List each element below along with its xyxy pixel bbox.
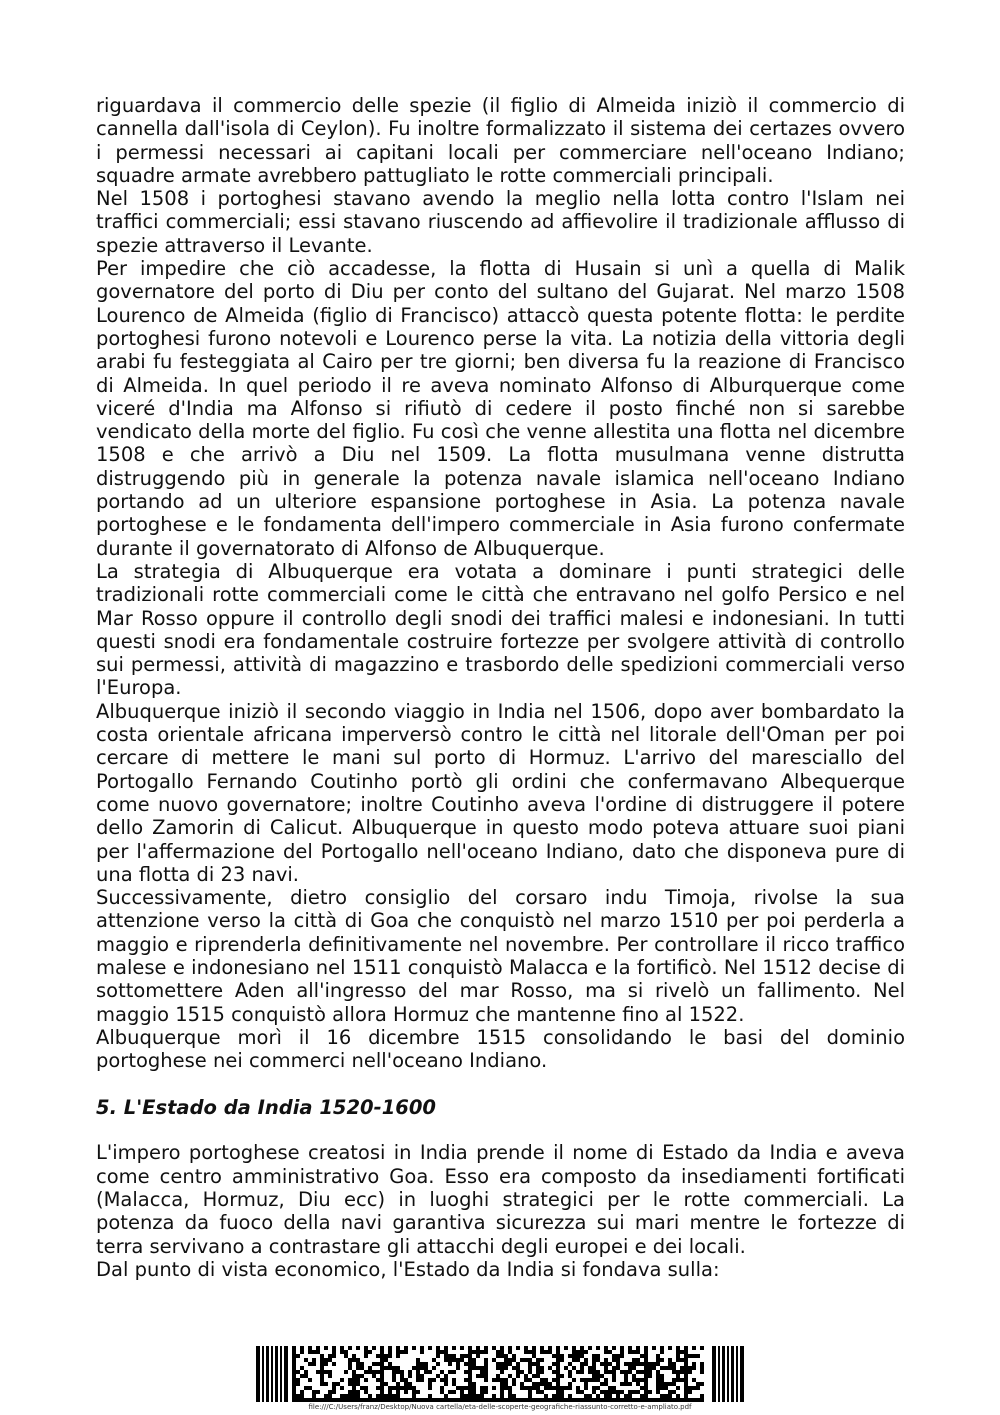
paragraph-second-voyage: Albuquerque iniziò il secondo viaggio in India nel 1506, dopo aver bombardato la costa orientale africana imperversò contro le città nel litorale dell'Oman per poi cercare di mettere le mani sul porto di Hormuz. L'arrivo del maresciallo del Portogallo Fernando Coutinho portò gli ordini che confermavano Albequerque come nuovo governatore; inoltre Coutinho aveva l'ordine di distruggere il potere dello Zamorin di Calicut. Albuquerque in questo modo poteva attuare suoi piani per l'affermazione del Portogallo nell'oceano Indiano, dato che disponeva pure di una flotta di 23 navi. (96, 699, 905, 886)
paragraph-estado-da-india: L'impero portoghese creatosi in India prende il nome di Estado da India e aveva come centro amministrativo Goa. Esso era composto da insediamenti fortificati (Malacca, Hormuz, Diu ecc) in luoghi strategici per le rotte commerciali. La potenza da fuoco della navi garantiva sicurezza sui mari mentre le fortezze di terra servivano a contrastare gli attacchi degli europei e dei locali. (96, 1141, 905, 1258)
paragraph-spice-trade: riguardava il commercio delle spezie (il figlio di Almeida iniziò il commercio di cannella dall'isola di Ceylon). Fu inoltre formalizzato il sistema dei certazes ovvero i permessi necessari ai capitani locali per commerciare nell'oceano Indiano; squadre armate avrebbero pattugliato le rotte commerciali principali. (96, 94, 905, 187)
paragraph-1508-portuguese: Nel 1508 i portoghesi stavano avendo la meglio nella lotta contro l'Islam nei traffici commerciali; essi stavano riuscendo ad affievolire il tradizionale afflusso di spezie attraverso il Levante. (96, 187, 905, 257)
paragraph-battle-of-diu: Per impedire che ciò accadesse, la flotta di Husain si unì a quella di Malik governatore del porto di Diu per conto del sultano del Gujarat. Nel marzo 1508 Lourenco de Almeida (figlio di Francisco) attaccò questa potente flotta: le perdite portoghesi furono notevoli e Lourenco perse la vita. La notizia della vittoria degli arabi fu festeggiata al Cairo per tre giorni; ben diversa fu la reazione di Francisco di Almeida. In quel periodo il re aveva nominato Alfonso di Alburquerque come viceré d'India ma Alfonso si rifiutò di cedere il posto finché non si sarebbe vendicato della morte del figlio. Fu così che venne allestita una flotta nel dicembre 1508 e che arrivò a Diu nel 1509. La flotta musulmana venne distrutta distruggendo più in generale la potenza navale islamica nell'oceano Indiano portando ad un ulteriore espansione portoghese in Asia. La potenza navale portoghese e le fondamenta dell'impero commerciale in Asia furono confermate durante il governatorato di Alfonso de Albuquerque. (96, 257, 905, 560)
document-page (96, 94, 905, 1281)
paragraph-economic-view: Dal punto di vista economico, l'Estado da India si fondava sulla: (96, 1257, 720, 1281)
page-footer (0, 1346, 1000, 1412)
section-heading: 5. L'Estado da India 1520-1600 (96, 1096, 436, 1120)
paragraph-albuquerque-strategy: La strategia di Albuquerque era votata a dominare i punti strategici delle tradizionali rotte commerciali come le città che entravano nel golfo Persico e nel Mar Rosso oppure il controllo degli snodi dei traffici malesi e indonesiani. In tutti questi snodi era fondamentale costruire fortezze per svolgere attività di controllo sui permessi, attività di magazzino e trasbordo delle spedizioni commerciali verso l'Europa. (96, 559, 905, 700)
paragraph-goa-conquest: Successivamente, dietro consiglio del corsaro indu Timoja, rivolse la sua attenzione verso la città di Goa che conquistò nel marzo 1510 per poi perderla a maggio e riprenderla definitivamente nel novembre. Per controllare il ricco traffico malese e indonesiano nel 1511 conquistò Malacca e la fortificò. Nel 1512 decise di sottomettere Aden all'ingresso del mar Rosso, ma si rivelò un fallimento. Nel maggio 1515 conquistò allora Hormuz che mantenne fino al 1522. (96, 886, 905, 1026)
datamatrix-barcode-icon (256, 1346, 744, 1402)
paragraph-albuquerque-death: Albuquerque morì il 16 dicembre 1515 consolidando le basi del dominio portoghese nei commerci nell'oceano Indiano. (96, 1025, 905, 1073)
file-path-text: file:///C:/Users/franz/Desktop/Nuova cartella/eta-delle-scoperte-geografiche-riassunto-corretto-e-ampliato.pdf (308, 1403, 692, 1411)
